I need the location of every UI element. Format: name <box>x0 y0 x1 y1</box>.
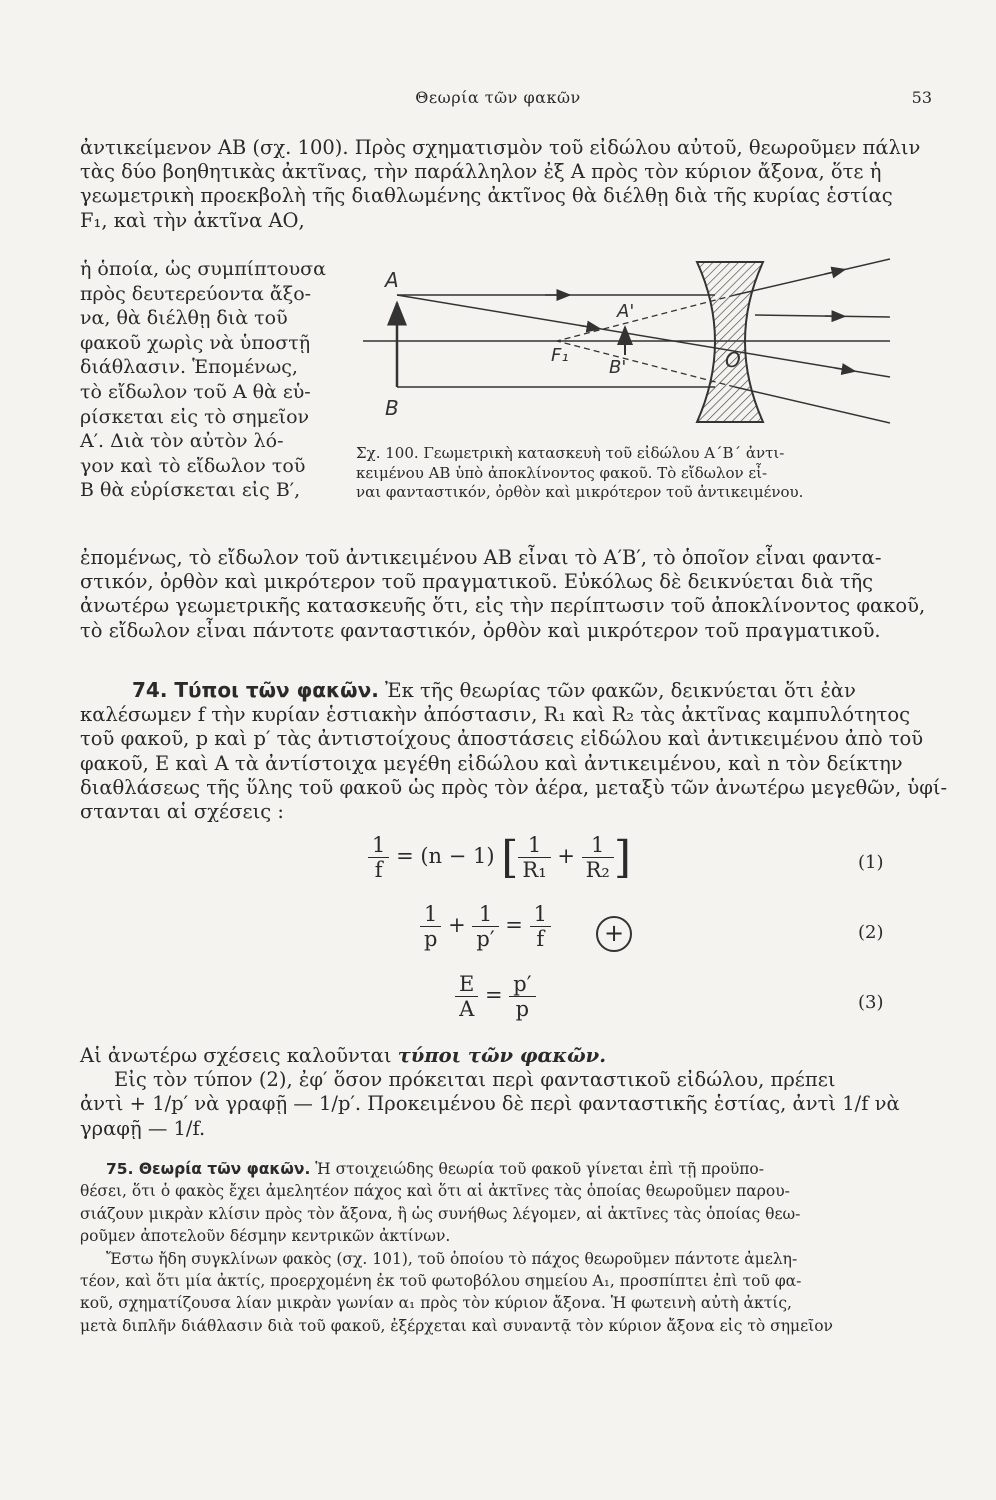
lens-shape <box>697 262 763 422</box>
section-75 <box>80 1158 833 1337</box>
text-line: φακοῦ χωρὶς νὰ ὑποστῇ <box>80 331 311 354</box>
text-line: μετὰ διπλῆν διάθλασιν διὰ τοῦ φακοῦ, ἐξέρχεται καὶ συναντᾷ τὸν κύριον ἄξονα εἰς τὸ σημεῖον <box>80 1316 833 1335</box>
text-line: ροῦμεν ἀποτελοῦν δέσμην κεντρικῶν ἀκτίνων. <box>80 1227 451 1246</box>
side-column-text <box>80 257 326 503</box>
label-B-prime: B' <box>609 357 627 378</box>
text-line: γραφῇ — 1/f. <box>80 1116 206 1140</box>
equation-2-number: (2) <box>858 922 884 943</box>
text-line: ἀνωτέρω γεωμετρικῆς κατασκευῆς ὅτι, εἰς τὴν περίπτωσιν τοῦ ἀποκλίνοντος φακοῦ, <box>80 594 926 618</box>
text-line: τὸ εἴδωλον τοῦ Α θὰ εὑ- <box>80 380 311 403</box>
equation-3-number: (3) <box>858 992 884 1013</box>
section-74-first-line <box>80 678 947 703</box>
text-line: ἐπομένως, τὸ εἴδωλον τοῦ ἀντικειμένου ΑΒ εἶναι τὸ Α′Β′, τὸ ὁποῖον εἶναι φαντα- <box>80 546 882 569</box>
equation-1: $\frac{1}{f}$ = (n − 1) [ $\frac{1}{\text{R₁}}$ + $\frac{1}{\text{R₂}}$ ] <box>368 832 631 883</box>
section-74-heading: 74. Τύποι τῶν φακῶν. <box>132 678 379 702</box>
page-number: 53 <box>911 88 932 107</box>
section-75-heading: 75. Θεωρία τῶν φακῶν. <box>106 1160 311 1178</box>
text-line: Εἰς τὸν τύπον (2), ἐφ′ ὅσον πρόκειται περὶ φανταστικοῦ εἰδώλου, πρέπει <box>114 1068 836 1092</box>
section-75-intro: Ἡ στοιχειώδης θεωρία τοῦ φακοῦ γίνεται ἐπὶ τῇ προϋπο- <box>315 1160 764 1178</box>
caption-line: Σχ. 100. Γεωμετρικὴ κατασκευὴ τοῦ εἰδώλου Α΄Β΄ ἀντι- <box>356 444 785 462</box>
text-line: ρίσκεται εἰς τὸ σημεῖον <box>80 405 310 428</box>
text-line: Αἱ ἀνωτέρω σχέσεις καλοῦνται τύποι τῶν φακῶν. <box>80 1044 606 1067</box>
text-line: Ἔστω ἤδη συγκλίνων φακὸς (σχ. 101), τοῦ ὁποίου τὸ πάχος θεωροῦμεν πάντοτε ἀμελη- <box>106 1249 798 1268</box>
handwritten-plus-mark: + <box>596 916 632 952</box>
text-line: τοῦ φακοῦ, p καὶ p′ τὰς ἀντιστοίχους ἀποστάσεις εἰδώλου καὶ ἀντικειμένου ἀπὸ τοῦ <box>80 727 924 751</box>
label-B: B <box>385 396 399 420</box>
text-line: να, θὰ διέλθῃ διὰ τοῦ <box>80 307 288 330</box>
caption-line: ναι φανταστικόν, ὀρθὸν καὶ μικρότερον τοῦ ἀντικειμένου. <box>356 483 804 501</box>
text-line: κοῦ, σχηματίζουσα λίαν μικρὰν γωνίαν α₁ πρὸς τὸν κύριον ἄξονα. Ἡ φωτεινὴ αὐτὴ ἀκτίς, <box>80 1294 792 1313</box>
text-line: ἡ ὁποία, ὡς συμπίπτουσα <box>80 258 326 280</box>
text-line: θέσει, ὅτι ὁ φακὸς ἔχει ἀμελητέον πάχος καὶ ὅτι αἱ ἀκτῖνες τὰς ὁποίας θεωροῦμεν παρου- <box>80 1182 790 1201</box>
text-line: διαθλάσεως τῆς ὕλης τοῦ φακοῦ ὡς πρὸς τὸν ἀέρα, μεταξὺ τῶν ἀνωτέρω μεγεθῶν, ὑφί- <box>80 775 948 799</box>
text-line: Α′. Διὰ τὸν αὐτὸν λό- <box>80 430 284 453</box>
text-line: στανται αἱ σχέσεις : <box>80 800 284 824</box>
text-line: φακοῦ, Ε καὶ Α τὰ ἀντίστοιχα μεγέθη εἰδώλου καὶ ἀντικειμένου, καὶ n τὸν δείκτην <box>80 751 903 775</box>
text-line: πρὸς δευτερεύοντα ἄξο- <box>80 282 312 305</box>
after-equations-paragraph <box>80 1044 900 1141</box>
section-74-intro: Ἐκ τῆς θεωρίας τῶν φακῶν, δεικνύεται ὅτι ἐὰν <box>385 679 856 702</box>
text-line: ἀντικείμενον ΑΒ (σχ. 100). Πρὸς σχηματισμὸν τοῦ εἰδώλου αὐτοῦ, θεωροῦμεν πάλιν <box>80 136 921 159</box>
text-line: F₁, καὶ τὴν ἀκτῖνα ΑΟ, <box>80 208 305 232</box>
label-A: A <box>385 268 399 292</box>
text-line: στικόν, ὀρθὸν καὶ μικρότερον τοῦ πραγματικοῦ. Εὐκόλως δὲ δεικνύεται διὰ τῆς <box>80 570 874 594</box>
section-75-first-line <box>80 1158 833 1180</box>
equation-1-number: (1) <box>858 852 884 873</box>
label-O: O <box>725 348 741 372</box>
section-74 <box>80 678 947 824</box>
label-A-prime: A' <box>617 301 635 322</box>
caption-line: κειμένου ΑΒ ὑπὸ ἀποκλίνοντος φακοῦ. Τὸ εἴδωλον εἶ- <box>356 463 768 482</box>
text-line: γον καὶ τὸ εἴδωλον τοῦ <box>80 454 306 477</box>
intro-paragraph <box>80 136 920 233</box>
text-line: ἀντὶ + 1/p′ νὰ γραφῇ — 1/p′. Προκειμένου δὲ περὶ φανταστικῆς ἑστίας, ἀντὶ 1/f νὰ <box>80 1092 900 1116</box>
text-line: διάθλασιν. Ἑπομένως, <box>80 356 298 379</box>
text-line: Β θὰ εὑρίσκεται εἰς Β′, <box>80 479 301 502</box>
equation-3: $\frac{E}{A}$ = $\frac{p'}{p}$ <box>455 972 536 1021</box>
equation-2: $\frac{1}{p}$ + $\frac{1}{p'}$ = $\frac{1}{f}$ <box>420 902 551 951</box>
text-line: καλέσωμεν f τὴν κυρίαν ἑστιακὴν ἀπόστασιν, R₁ καὶ R₂ τὰς ἀκτῖνας καμπυλότητος <box>80 703 910 727</box>
formula-term: τύποι τῶν φακῶν. <box>397 1044 606 1067</box>
figure-caption <box>356 444 911 503</box>
diverging-lens-figure <box>355 255 900 435</box>
virtual-extension-1 <box>557 295 735 341</box>
central-ray <box>397 295 890 377</box>
after-figure-paragraph <box>80 546 925 643</box>
text-line: σιάζουν μικρὰν κλίσιν πρὸς τὸν ἄξονα, ἢ ὡς συνήθως λέγομεν, αἱ ἀκτῖνες τὰς ὁποίας θεω- <box>80 1204 801 1223</box>
text-line: γεωμετρικὴ προεκβολὴ τῆς διαθλωμένης ἀκτῖνος θὰ διέλθῃ διὰ τῆς κυρίας ἑστίας <box>80 184 893 208</box>
text-line: τὸ εἴδωλον εἶναι πάντοτε φανταστικόν, ὀρθὸν καὶ μικρότερον τοῦ πραγματικοῦ. <box>80 618 881 642</box>
running-title: Θεωρία τῶν φακῶν <box>415 88 581 107</box>
label-F1: F₁ <box>551 345 569 366</box>
text-line: τέον, καὶ ὅτι μία ἀκτίς, προερχομένη ἐκ τοῦ φωτοβόλου σημείου Α₁, προσπίπτει ἐπὶ τοῦ φα- <box>80 1272 802 1291</box>
text-line: τὰς δύο βοηθητικὰς ἀκτῖνας, τὴν παράλληλον ἐξ Α πρὸς τὸν κύριον ἄξονα, ὅτε ἡ <box>80 160 882 184</box>
